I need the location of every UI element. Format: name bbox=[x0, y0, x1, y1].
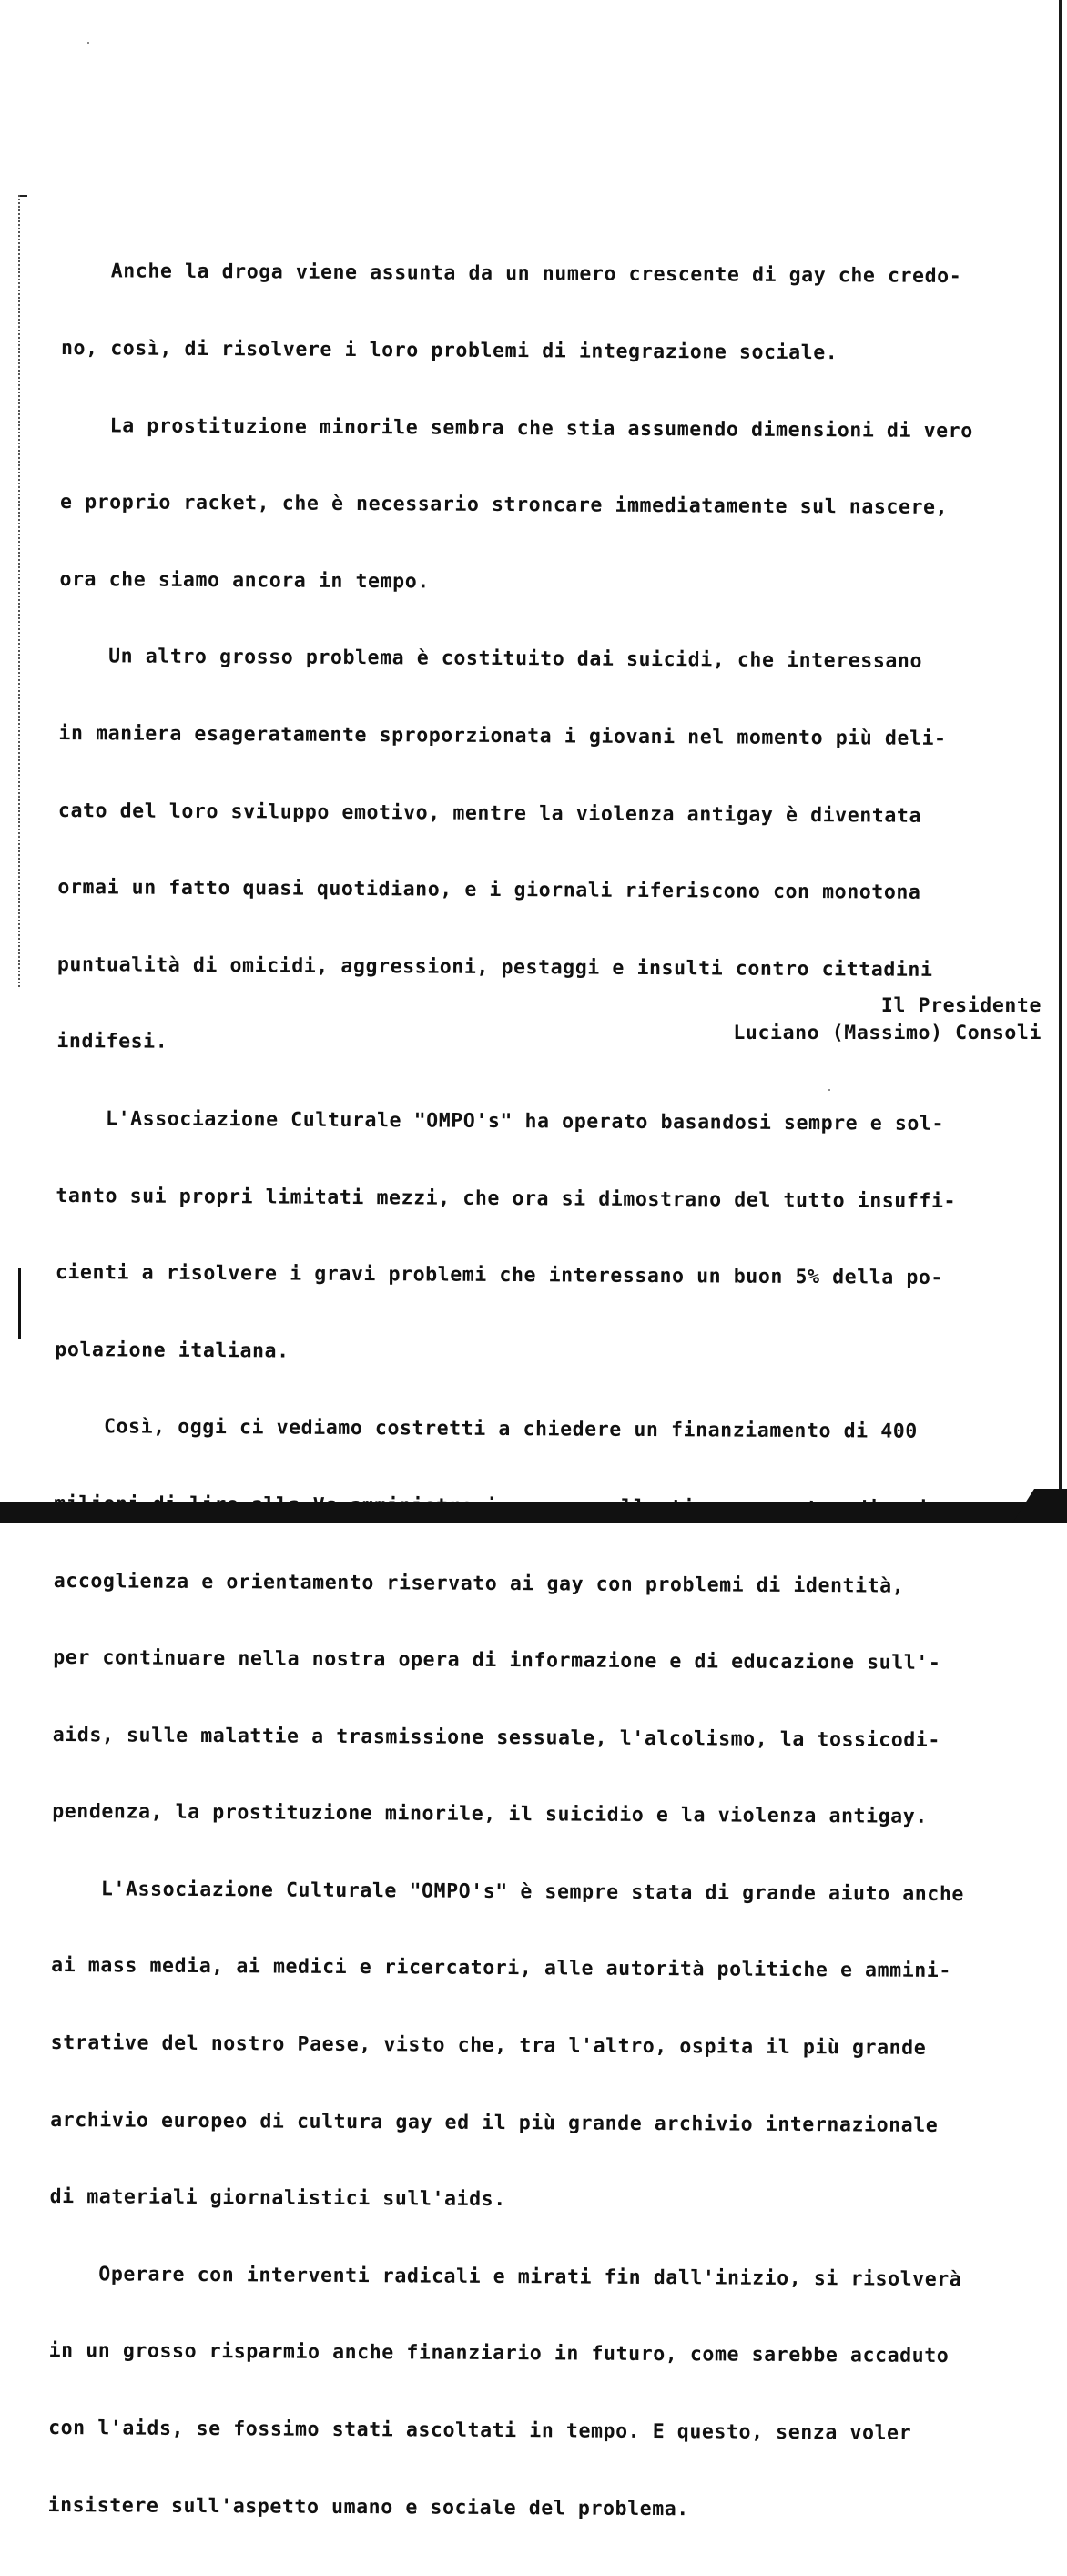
scan-speck bbox=[87, 42, 89, 44]
text-line: ai mass media, ai medici e ricercatori, alle autorità politiche e ammini- bbox=[51, 1954, 951, 1983]
signature-block bbox=[677, 993, 1042, 1047]
text-line: archivio europeo di cultura gay ed il più grande archivio internazionale bbox=[50, 2108, 939, 2137]
text-line: Operare con interventi radicali e mirati fin dall'inizio, si risolverà bbox=[49, 2262, 962, 2291]
text-line: no, così, di risolvere i loro problemi di integrazione sociale. bbox=[60, 336, 838, 365]
text-line: L'Associazione Culturale "OMPO's" è sempre stata di grande aiuto anche bbox=[51, 1877, 965, 1906]
text-line: cienti a risolvere i gravi problemi che interessano un buon 5% della po- bbox=[55, 1261, 944, 1290]
text-line: in un grosso risparmio anche finanziario in futuro, come sarebbe accaduto bbox=[48, 2339, 950, 2368]
text-line: di materiali giornalistici sull'aids. bbox=[49, 2185, 506, 2212]
text-line: Un altro grosso problema è costituito dai suicidi, che interessano bbox=[58, 645, 923, 674]
text-line: pendenza, la prostituzione minorile, il suicidio e la violenza antigay. bbox=[52, 1800, 928, 1829]
text-line: puntualità di omicidi, aggressioni, pestaggi e insulti contro cittadini bbox=[56, 952, 933, 982]
text-line: accoglienza e orientamento riservato ai gay con problemi di identità, bbox=[53, 1569, 905, 1598]
text-line: aids, sulle malattie a trasmissione sessuale, l'alcolismo, la tossicodi- bbox=[52, 1723, 941, 1752]
margin-bracket bbox=[18, 195, 22, 987]
text-line: e proprio racket, che è necessario stroncare immediatamente sul nascere, bbox=[59, 491, 949, 520]
signature-role: Il Presidente bbox=[880, 994, 1042, 1017]
letter-body bbox=[47, 208, 1047, 2576]
text-line: indifesi. bbox=[56, 1030, 168, 1054]
text-line: per continuare nella nostra opera di informazione e di educazione sull'- bbox=[53, 1646, 941, 1675]
signature-name: Luciano (Massimo) Consoli bbox=[733, 1022, 1042, 1044]
text-line: polazione italiana. bbox=[55, 1338, 290, 1363]
text-line: strative del nostro Paese, visto che, tra l'altro, ospita il più grande bbox=[50, 2031, 927, 2060]
text-line: Anche la droga viene assunta da un numero crescente di gay che credo- bbox=[61, 260, 962, 289]
text-line: con l'aids, se fossimo stati ascoltati in tempo. E questo, senza voler bbox=[48, 2416, 912, 2445]
text-line: in maniera esageratamente sproporzionata i giovani nel momento più deli- bbox=[58, 721, 947, 750]
scan-bottom-band bbox=[0, 1502, 1067, 1523]
text-line: insistere sull'aspetto umano e sociale del problema. bbox=[47, 2493, 689, 2520]
text-line: La prostituzione minorile sembra che stia assumendo dimensioni di vero bbox=[60, 413, 973, 443]
scan-right-edge bbox=[1059, 0, 1062, 1493]
text-line: Così, oggi ci vediamo costretti a chiedere un finanziamento di 400 bbox=[54, 1415, 918, 1444]
text-line: cato del loro sviluppo emotivo, mentre la violenza antigay è diventata bbox=[57, 799, 922, 828]
text-line: L'Associazione Culturale "OMPO's" ha operato basandosi sempre e sol- bbox=[56, 1106, 945, 1135]
text-line: ormai un fatto quasi quotidiano, e i giornali riferiscono con monotona bbox=[57, 876, 921, 904]
text-line: tanto sui propri limitati mezzi, che ora si dimostrano del tutto insuffi- bbox=[56, 1184, 957, 1213]
text-line: ora che siamo ancora in tempo. bbox=[59, 567, 430, 594]
margin-mark bbox=[18, 1268, 21, 1339]
